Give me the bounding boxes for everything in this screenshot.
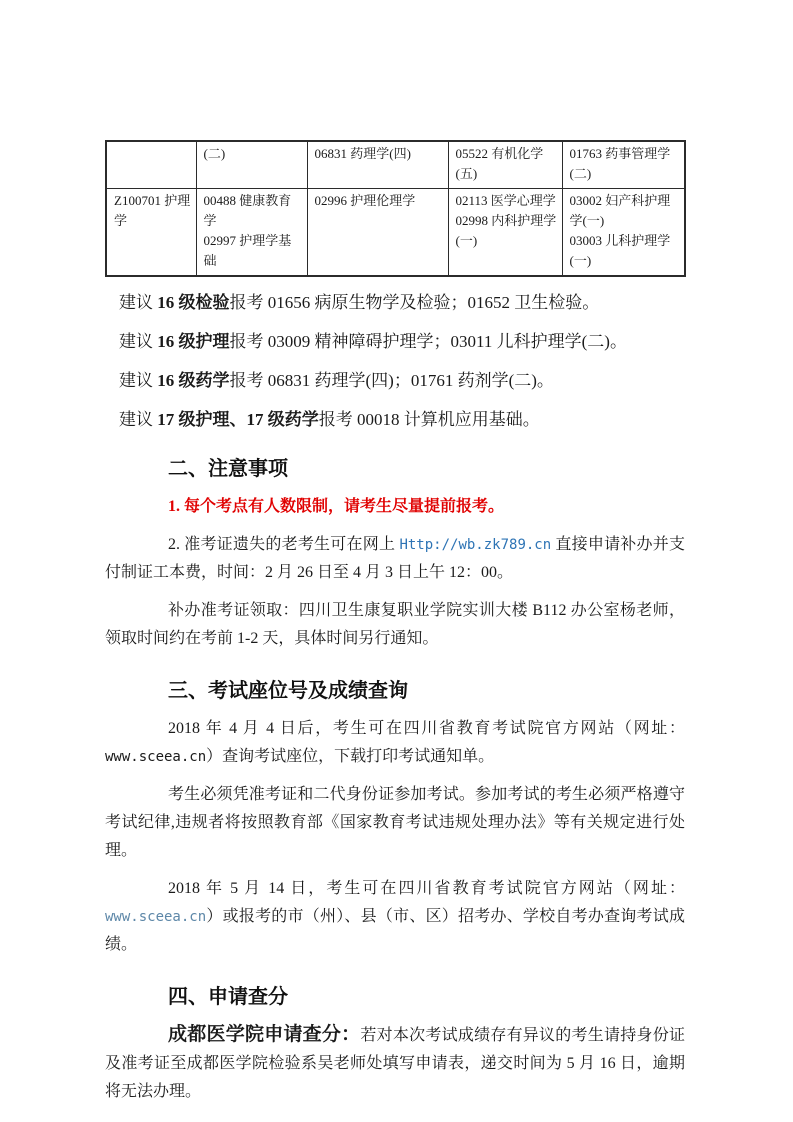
table-cell [448,189,562,277]
table-cell-line: (五) [455,166,478,181]
suggestion-line-3 [119,370,685,392]
text-run: 建议 [119,410,158,429]
table-cell-line: (一) [569,253,592,268]
text-run: 直接申请补办并支付制证工本费，时间：2 月 26 日至 4 月 3 日上午 12：00。 [105,536,685,581]
table-cell [562,189,685,277]
text-run: 补办准考证领取：四川卫生康复职业学院实训大楼 B112 办公室杨老师，领取时间约在考前 1-2 天，具体时间另行通知。 [105,602,685,647]
table-cell-line: 02996 护理伦理学 [314,193,416,208]
table-cell-line: 05522 有机化学 [455,146,544,161]
table-cell-line: 02113 医学心理学 [455,193,556,208]
course-table-body [106,141,685,276]
seat-paragraphs [105,715,685,959]
section-heading-notes: 二、注意事项 [168,458,288,480]
document-content [105,0,685,1116]
text-run: 若对本次考试成绩存有异议的考生请持身份证及准考证至成都医学院检验系吴老师处填写申请表，递交时间为 5 月 16 日，逾期将无法办理。 [105,1027,685,1100]
notice-item-2 [105,531,685,587]
text-run: 17 级护理、17 级药学 [157,410,319,429]
table-cell-line: 03002 妇产科护理 [569,193,671,208]
text-run: 建议 [119,293,158,312]
table-row [106,189,685,277]
seat-paragraph-1 [105,715,685,771]
table-cell [448,141,562,189]
table-cell-line: 00488 健康教育学 [203,193,292,228]
table-cell-line: 03003 儿科护理学 [569,233,671,248]
text-run: 建议 [119,332,158,351]
text-run: 2. 准考证遗失的老考生可在网上 [168,536,400,553]
text-run: 报考 00018 计算机应用基础。 [318,410,540,429]
table-cell [106,141,196,189]
table-cell [307,141,448,189]
table-cell-line: 学 [114,213,128,228]
table-cell-line: Z100701 护理 [114,193,191,208]
text-run: 2018 年 4 月 4 日后，考生可在四川省教育考试院官方网站（网址： [168,720,685,737]
table-cell [196,189,307,277]
table-row [106,141,685,189]
url-link[interactable]: www.sceea.cn [105,909,207,925]
url-link[interactable]: Http://wb.zk789.cn [399,537,552,553]
table-cell-line: 02998 内科护理学 [455,213,557,228]
text-run: 16 级护理 [157,332,230,351]
text-run: 考生必须凭准考证和二代身份证参加考试。参加考试的考生必须严格遵守考试纪律,违规者将按照教育部《国家教育考试违规处理办法》等有关规定进行处理。 [105,786,685,859]
table-cell-line: 06831 药理学(四) [314,146,411,161]
text-run: 建议 [119,371,158,390]
notice-item-3 [105,597,685,653]
text-run: 16 级药学 [157,371,230,390]
table-cell-line: (一) [455,233,478,248]
text-run: www.sceea.cn [105,749,207,765]
table-cell [307,189,448,277]
table-cell [196,141,307,189]
suggestion-list [105,292,685,431]
text-run: 报考 01656 病原生物学及检验；01652 卫生检验。 [229,293,600,312]
table-cell-line: 01763 药事管理学 [569,146,671,161]
text-run: 1. 每个考点有人数限制，请考生尽量提前报考。 [168,498,505,515]
text-run: 2018 年 5 月 14 日，考生可在四川省教育考试院官方网站（网址： [168,880,685,897]
table-cell [106,189,196,277]
section-heading-score: 四、申请查分 [168,986,288,1008]
course-table [105,140,686,277]
section-heading-seat: 三、考试座位号及成绩查询 [168,680,408,702]
score-paragraphs [105,1021,685,1106]
text-run: 报考 06831 药理学(四)；01761 药剂学(二)。 [229,371,554,390]
notice-item-1 [105,493,685,521]
seat-paragraph-2 [105,781,685,865]
score-paragraph-1 [105,1021,685,1106]
notice-items [105,493,685,653]
table-cell-line: 02997 护理学基础 [203,233,292,268]
text-run: 16 级检验 [157,293,230,312]
text-run: ）或报考的市（州）、县（市、区）招考办、学校自考办查询考试成绩。 [105,908,685,953]
suggestion-line-2 [119,331,685,353]
suggestion-line-1 [119,292,685,314]
suggestion-line-4 [119,409,685,431]
table-cell-line: (二) [569,166,592,181]
table-cell [562,141,685,189]
text-run: ）查询考试座位，下载打印考试通知单。 [206,748,495,765]
seat-paragraph-3 [105,875,685,959]
table-cell-line: (二) [203,146,226,161]
text-run: 成都医学院申请查分： [168,1024,361,1045]
text-run: 报考 03009 精神障碍护理学；03011 儿科护理学(二)。 [229,332,627,351]
table-cell-line: 学(一) [569,213,605,228]
